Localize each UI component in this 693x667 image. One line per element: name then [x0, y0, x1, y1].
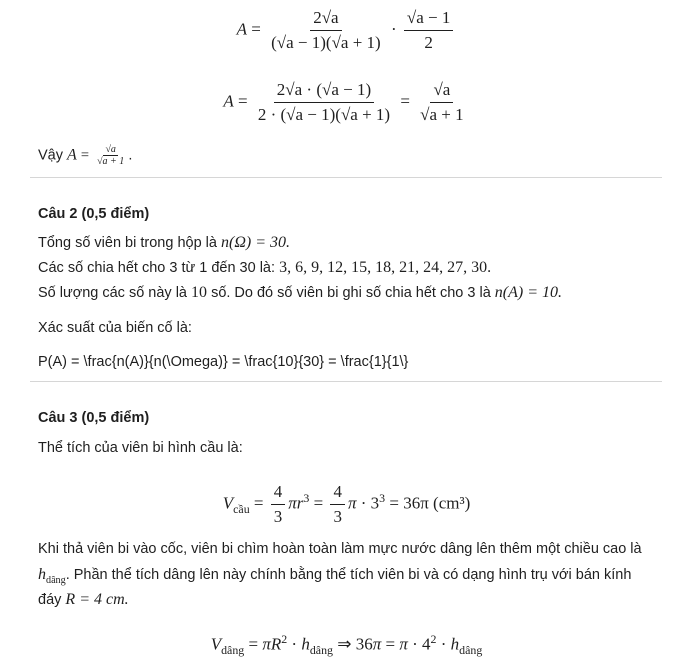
formula-a-step2: A = $\frac{2√a \cdot (√a - 1)}{2 \cdot (√a - 1)(√a + 1)}$ = $\frac{√a}{√a + 1}$: [0, 80, 693, 125]
numerator: √a: [430, 80, 453, 103]
text-line: Các số chia hết cho 3 từ 1 đến 30 là: 3, 6, 9, 12, 15, 18, 21, 24, 27, 30.: [38, 259, 492, 276]
denominator: 2: [424, 33, 433, 52]
question-3-heading: Câu 3 (0,5 điểm): [38, 410, 150, 426]
formula-a-step1: A = $\frac{2√a}{(√a - 1)(√a + 1)}$ · $\frac{√a - 1}{2}$: [0, 8, 693, 53]
text-line: Xác suất của biến cố là:: [38, 320, 192, 336]
fraction: [404, 8, 453, 53]
numerator: 2√a · (√a − 1): [274, 80, 374, 103]
fraction: [417, 80, 466, 125]
paragraph-line: đáy R = 4 cm.: [38, 591, 129, 608]
fraction: [268, 8, 384, 53]
denominator: √a + 1: [420, 105, 464, 124]
numerator: 2√a: [310, 8, 341, 31]
divider: [30, 177, 662, 178]
text-line: Số lượng các số này là 10 số. Do đó số viên bi ghi số chia hết cho 3 là n(A) = 10.: [38, 284, 563, 301]
denominator: 2 · (√a − 1)(√a + 1): [257, 105, 391, 124]
text-line: Tổng số viên bi trong hộp là n(Ω) = 30.: [38, 234, 291, 251]
paragraph-line: Khi thả viên bi vào cốc, viên bi chìm hoàn toàn làm mực nước dâng lên thêm một chiều cao là: [38, 541, 642, 557]
paragraph-line: $h_{dâng}$. Phần thể tích dâng lên này chính bằng thể tích viên bi và có dạng hình trụ với bán kính: [38, 566, 632, 586]
conclusion-line: Vậy A = $\frac{√a}{√a + 1}$ .: [38, 144, 133, 167]
raw-latex-line: P(A) = \frac{n(A)}{n(\Omega)} = \frac{10}{30} = \frac{1}{1\}: [38, 354, 409, 370]
question-2-heading: Câu 2 (0,5 điểm): [38, 206, 150, 222]
text-line: Thể tích của viên bi hình cầu là:: [38, 440, 243, 456]
fraction: $\frac{√a}{√a + 1}$: [97, 144, 125, 167]
divider: [30, 381, 662, 382]
numerator: √a − 1: [404, 8, 453, 31]
formula-volume-sphere: $V_{cầu}$ = $\frac{4}{3}$ $\pi r^3$ = $\frac{4}{3}$ $\pi \cdot 3^3 = 36\pi$ (cm³): [222, 482, 471, 526]
formula-volume-rise: $V_{dâng} = \pi R^2 \cdot h_{dâng}$ ⇒ $36\pi = \pi \cdot 4^2 \cdot h_{dâng}$: [210, 632, 483, 658]
denominator: (√a − 1)(√a + 1): [271, 33, 381, 52]
fraction: [255, 80, 393, 125]
